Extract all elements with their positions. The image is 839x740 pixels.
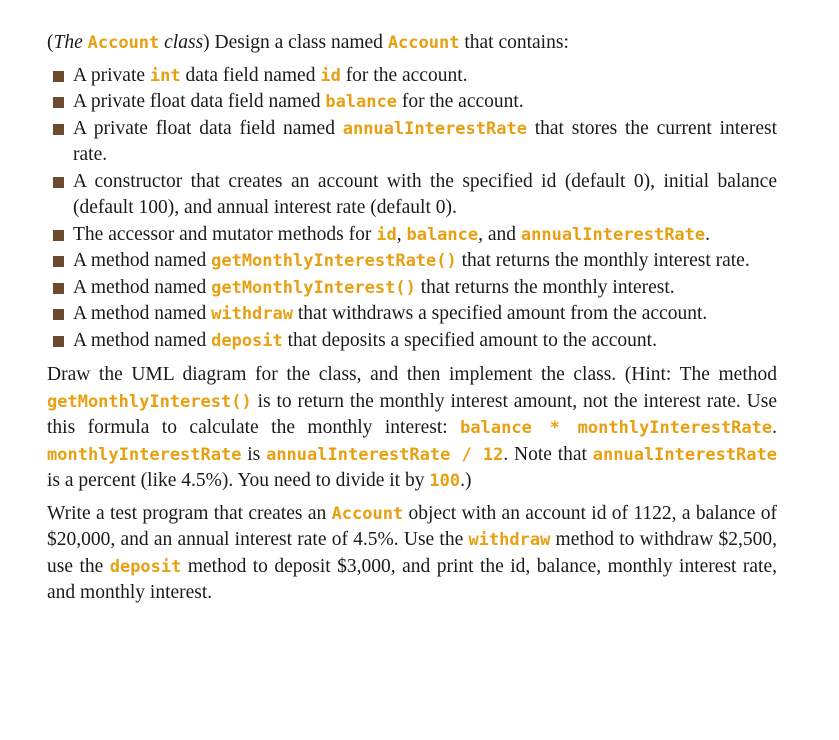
text-segment: A private float data field named — [73, 117, 343, 139]
text-segment: for the account. — [340, 64, 468, 86]
code-term: 100 — [429, 471, 461, 491]
list-item — [47, 301, 777, 328]
text-segment: is a percent (like 4.5%). You need to divide it by — [47, 470, 430, 491]
square-bullet-icon — [53, 177, 64, 188]
code-term: annualInterestRate — [520, 224, 706, 245]
code-term: balance — [325, 92, 397, 112]
list-item — [47, 89, 777, 116]
code-term: withdraw — [211, 304, 293, 324]
square-bullet-icon — [53, 309, 64, 320]
text-segment: The accessor and mutator methods for — [73, 223, 377, 245]
list-item — [47, 222, 777, 249]
code-term: id — [320, 65, 341, 86]
text-segment: that withdraws a specified amount from the account. — [293, 303, 708, 324]
code-term: balance — [406, 224, 479, 245]
list-item — [47, 63, 777, 90]
text-segment: . — [705, 223, 711, 245]
text-segment: Draw the UML diagram for the class, and then implement the class. (Hint: The method — [47, 364, 777, 385]
text-segment: . — [772, 417, 777, 438]
text-segment: , and — [478, 223, 521, 245]
text-segment: A constructor that creates an account with the specified id (default 0), initial balance (default 100), and annual interest rate (default 0). — [73, 170, 777, 218]
instructions — [47, 362, 777, 607]
text-segment: data field named — [180, 64, 321, 86]
paragraph — [47, 362, 777, 495]
text-segment: that contains: — [459, 32, 569, 53]
text-segment: that stores the current interest rate. — [73, 117, 777, 165]
requirements-list — [47, 63, 777, 355]
square-bullet-icon — [53, 97, 64, 108]
list-item — [47, 248, 777, 275]
code-term: monthlyInterestRate — [47, 444, 242, 465]
text-segment: for the account. — [396, 91, 524, 112]
text-segment: class — [159, 32, 204, 53]
text-segment: .) — [460, 470, 472, 491]
code-term: annualInterestRate / 12 — [266, 444, 504, 465]
code-term: withdraw — [468, 530, 551, 550]
code-term: id — [376, 224, 397, 245]
code-term: getMonthlyInterestRate() — [211, 251, 457, 271]
text-segment: that deposits a specified amount to the account. — [282, 329, 657, 351]
text-segment: A private — [73, 64, 150, 86]
text-segment: ( — [47, 32, 54, 53]
code-term: annualInterestRate — [342, 118, 527, 139]
text-segment: A method named — [73, 250, 212, 271]
exercise-document — [47, 30, 777, 613]
list-item — [47, 328, 777, 355]
text-segment: A method named — [73, 303, 212, 324]
text-segment: Write a test program that creates an — [47, 502, 332, 524]
code-term: balance * monthlyInterestRate — [460, 418, 773, 438]
text-segment: , — [396, 223, 407, 245]
text-segment: A method named — [73, 276, 212, 298]
square-bullet-icon — [53, 336, 64, 347]
square-bullet-icon — [53, 283, 64, 294]
text-segment: is to return the monthly interest amount, not the interest rate. Use this formula to calculate the monthly interest: — [47, 390, 777, 438]
square-bullet-icon — [53, 124, 64, 135]
list-item — [47, 116, 777, 169]
text-segment: that returns the monthly interest. — [415, 276, 675, 298]
square-bullet-icon — [53, 230, 64, 241]
text-segment: A method named — [73, 329, 212, 351]
code-term: deposit — [211, 330, 283, 351]
code-term: getMonthlyInterest() — [47, 391, 252, 412]
text-segment: The — [53, 32, 88, 53]
text-segment: is — [241, 443, 267, 465]
exercise-title — [47, 30, 777, 57]
text-segment: that returns the monthly interest rate. — [456, 250, 750, 271]
text-segment: method to withdraw $2,500, use the — [47, 529, 777, 577]
list-item — [47, 169, 777, 222]
code-term: Account — [387, 33, 460, 53]
square-bullet-icon — [53, 71, 64, 82]
paragraph — [47, 501, 777, 607]
code-term: getMonthlyInterest() — [211, 277, 416, 298]
code-term: Account — [331, 503, 404, 524]
text-segment: ) Design a class named — [203, 32, 388, 53]
text-segment: object with an account id of 1122, a balance of $20,000, and an annual interest rate of 4.5%. Use the — [47, 502, 777, 550]
list-item — [47, 275, 777, 302]
code-term: int — [149, 65, 181, 86]
text-segment: . Note that — [503, 443, 593, 465]
code-term: Account — [87, 33, 160, 53]
text-segment: method to deposit $3,000, and print the id, balance, monthly interest rate, and monthly interest. — [47, 555, 777, 603]
code-term: deposit — [109, 556, 182, 577]
square-bullet-icon — [53, 256, 64, 267]
text-segment: A private float data field named — [73, 91, 326, 112]
code-term: annualInterestRate — [592, 444, 777, 465]
